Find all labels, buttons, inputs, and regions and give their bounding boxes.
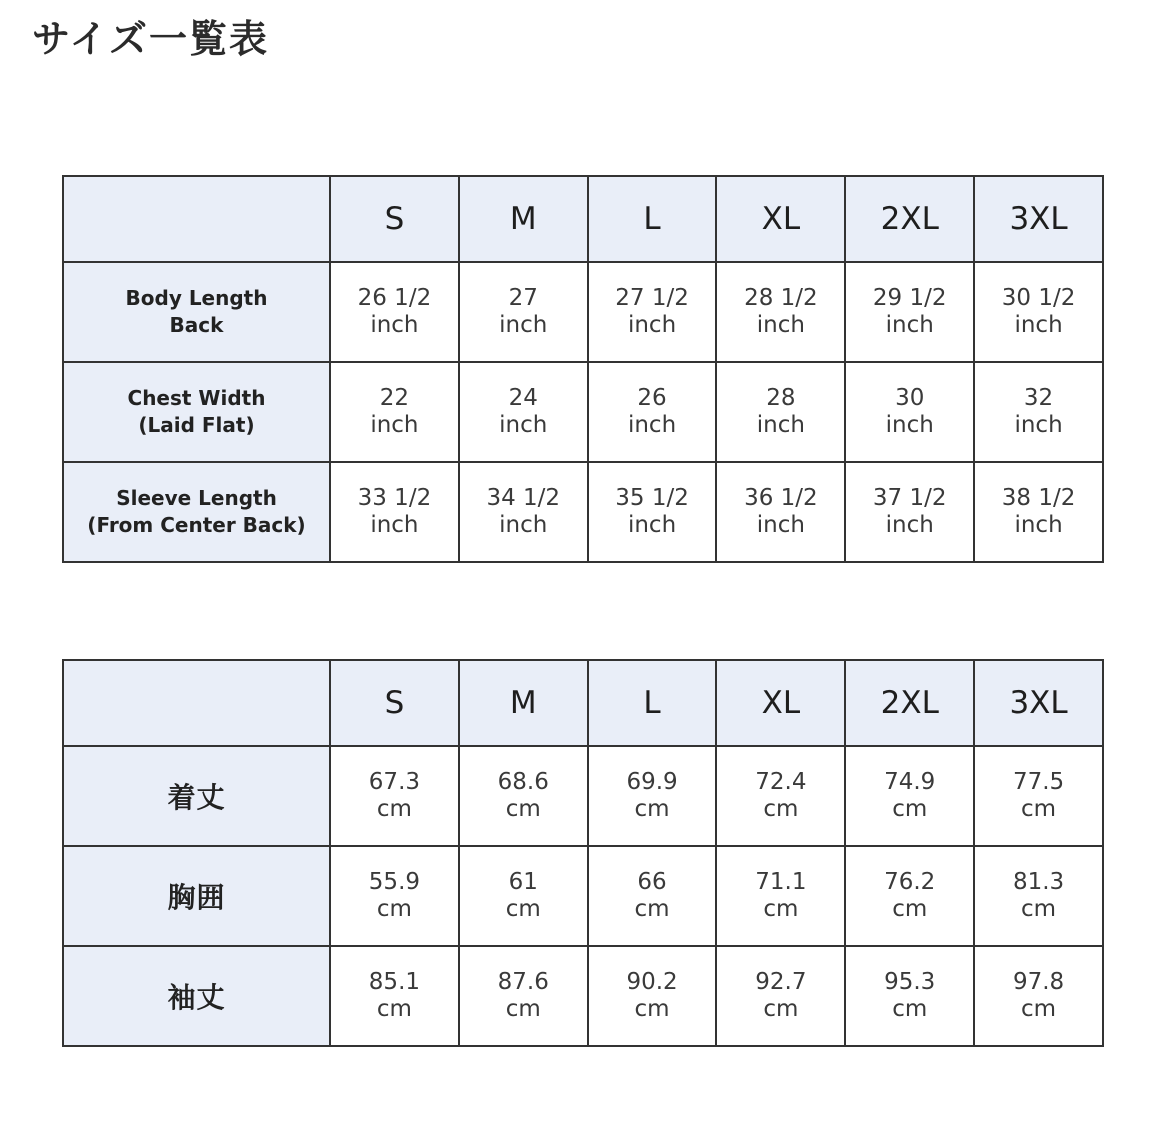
measurement-value: 85.1 bbox=[368, 969, 421, 995]
row-label-cell bbox=[63, 362, 330, 462]
measurement-cell bbox=[974, 462, 1103, 562]
measurement-cell bbox=[716, 262, 845, 362]
header-corner-cell bbox=[63, 660, 330, 746]
size-header-xl: XL bbox=[716, 660, 845, 746]
measurement-unit: inch bbox=[499, 312, 548, 338]
measurement-value: 30 bbox=[895, 385, 925, 411]
measurement-value: 69.9 bbox=[626, 769, 678, 795]
measurement-unit: cm bbox=[892, 896, 928, 922]
size-header-3xl: 3XL bbox=[974, 660, 1103, 746]
measurement-unit: inch bbox=[756, 312, 805, 338]
measurement-unit: inch bbox=[370, 312, 419, 338]
measurement-cell bbox=[330, 362, 459, 462]
measurement-cell bbox=[330, 746, 459, 846]
header-corner-cell bbox=[63, 176, 330, 262]
size-header-2xl: 2XL bbox=[845, 176, 974, 262]
measurement-unit: cm bbox=[376, 796, 412, 822]
size-header-3xl: 3XL bbox=[974, 176, 1103, 262]
table-row bbox=[63, 946, 1103, 1046]
measurement-unit: inch bbox=[627, 412, 677, 438]
measurement-cell bbox=[330, 262, 459, 362]
size-header-m: M bbox=[459, 176, 588, 262]
measurement-unit: inch bbox=[499, 412, 548, 438]
measurement-cell bbox=[974, 946, 1103, 1046]
measurement-unit: inch bbox=[885, 512, 934, 538]
measurement-value: 27 1/2 bbox=[615, 285, 689, 311]
measurement-unit: inch bbox=[756, 412, 805, 438]
measurement-unit: cm bbox=[763, 896, 799, 922]
measurement-cell bbox=[459, 362, 588, 462]
measurement-value: 35 1/2 bbox=[615, 485, 689, 511]
measurement-value: 68.6 bbox=[497, 769, 549, 795]
measurement-value: 28 bbox=[766, 385, 796, 411]
row-label-cell bbox=[63, 946, 330, 1046]
measurement-cell bbox=[588, 846, 717, 946]
measurement-cell bbox=[588, 746, 717, 846]
size-header-l: L bbox=[588, 660, 717, 746]
measurement-cell bbox=[330, 946, 459, 1046]
measurement-cell bbox=[845, 462, 974, 562]
measurement-cell bbox=[588, 362, 717, 462]
row-label-cell bbox=[63, 262, 330, 362]
measurement-unit: cm bbox=[1021, 796, 1057, 822]
measurement-unit: cm bbox=[505, 896, 541, 922]
measurement-cell bbox=[459, 746, 588, 846]
measurement-value: 72.4 bbox=[755, 769, 807, 795]
measurement-cell bbox=[588, 462, 717, 562]
measurement-cell bbox=[716, 846, 845, 946]
measurement-value: 61 bbox=[508, 869, 538, 895]
measurement-cell bbox=[459, 262, 588, 362]
row-label-cell bbox=[63, 462, 330, 562]
row-label-text: Chest Width bbox=[127, 386, 266, 410]
measurement-value: 26 bbox=[637, 385, 667, 411]
measurement-unit: cm bbox=[1021, 896, 1057, 922]
measurement-unit: inch bbox=[885, 312, 934, 338]
measurement-unit: inch bbox=[885, 412, 934, 438]
cm-size-table bbox=[62, 659, 1104, 1047]
measurement-unit: inch bbox=[1014, 312, 1063, 338]
row-label-text: 胸囲 bbox=[167, 881, 226, 914]
table-row bbox=[63, 746, 1103, 846]
measurement-unit: inch bbox=[1014, 512, 1063, 538]
measurement-unit: inch bbox=[370, 512, 419, 538]
measurement-value: 32 bbox=[1023, 385, 1054, 411]
measurement-cell bbox=[974, 846, 1103, 946]
row-label-text: (From Center Back) bbox=[87, 513, 306, 537]
measurement-unit: cm bbox=[505, 796, 541, 822]
measurement-value: 24 bbox=[508, 385, 538, 411]
measurement-value: 76.2 bbox=[884, 869, 936, 895]
measurement-value: 74.9 bbox=[884, 769, 936, 795]
measurement-value: 28 1/2 bbox=[744, 285, 818, 311]
row-label-cell bbox=[63, 846, 330, 946]
measurement-value: 34 1/2 bbox=[486, 485, 561, 511]
row-label-cell bbox=[63, 746, 330, 846]
measurement-value: 37 1/2 bbox=[872, 485, 947, 511]
measurement-unit: cm bbox=[892, 796, 928, 822]
measurement-cell bbox=[845, 262, 974, 362]
measurement-unit: cm bbox=[634, 796, 670, 822]
measurement-cell bbox=[588, 946, 717, 1046]
measurement-cell bbox=[845, 846, 974, 946]
measurement-value: 81.3 bbox=[1012, 869, 1065, 895]
measurement-unit: inch bbox=[499, 512, 548, 538]
measurement-value: 55.9 bbox=[368, 869, 421, 895]
measurement-unit: cm bbox=[763, 796, 799, 822]
row-label-text: 着丈 bbox=[167, 781, 226, 814]
measurement-cell bbox=[588, 262, 717, 362]
size-header-2xl: 2XL bbox=[845, 660, 974, 746]
measurement-value: 22 bbox=[379, 385, 410, 411]
inch-size-table bbox=[62, 175, 1104, 563]
size-header-s: S bbox=[330, 660, 459, 746]
table-row bbox=[63, 362, 1103, 462]
measurement-cell bbox=[459, 946, 588, 1046]
measurement-cell bbox=[330, 846, 459, 946]
measurement-cell bbox=[330, 462, 459, 562]
measurement-unit: cm bbox=[376, 996, 412, 1022]
size-header-m: M bbox=[459, 660, 588, 746]
measurement-value: 29 1/2 bbox=[872, 285, 947, 311]
measurement-unit: cm bbox=[634, 996, 670, 1022]
measurement-cell bbox=[974, 362, 1103, 462]
row-label-text: (Laid Flat) bbox=[138, 413, 255, 437]
measurement-value: 71.1 bbox=[755, 869, 807, 895]
measurement-cell bbox=[974, 746, 1103, 846]
measurement-cell bbox=[716, 362, 845, 462]
measurement-cell bbox=[845, 362, 974, 462]
measurement-cell bbox=[716, 946, 845, 1046]
measurement-value: 95.3 bbox=[884, 969, 936, 995]
measurement-value: 66 bbox=[637, 869, 667, 895]
page-title: サイズ一覧表 bbox=[32, 17, 269, 61]
measurement-cell bbox=[459, 846, 588, 946]
measurement-cell bbox=[716, 746, 845, 846]
size-header-row bbox=[63, 660, 1103, 746]
measurement-value: 27 bbox=[508, 285, 538, 311]
measurement-value: 87.6 bbox=[497, 969, 549, 995]
measurement-cell bbox=[845, 746, 974, 846]
measurement-value: 38 1/2 bbox=[1001, 485, 1076, 511]
size-header-l: L bbox=[588, 176, 717, 262]
size-header-s: S bbox=[330, 176, 459, 262]
measurement-unit: cm bbox=[634, 896, 670, 922]
measurement-value: 26 1/2 bbox=[357, 285, 432, 311]
measurement-unit: inch bbox=[1014, 412, 1063, 438]
measurement-value: 77.5 bbox=[1012, 769, 1065, 795]
table-row bbox=[63, 462, 1103, 562]
measurement-value: 90.2 bbox=[626, 969, 678, 995]
measurement-value: 33 1/2 bbox=[357, 485, 432, 511]
measurement-unit: cm bbox=[376, 896, 412, 922]
measurement-cell bbox=[716, 462, 845, 562]
row-label-text: Back bbox=[169, 313, 224, 337]
measurement-value: 92.7 bbox=[755, 969, 807, 995]
table-row bbox=[63, 846, 1103, 946]
table-row bbox=[63, 262, 1103, 362]
measurement-unit: inch bbox=[627, 512, 677, 538]
measurement-unit: inch bbox=[370, 412, 419, 438]
measurement-unit: inch bbox=[627, 312, 677, 338]
measurement-cell bbox=[459, 462, 588, 562]
row-label-text: 袖丈 bbox=[167, 981, 226, 1014]
measurement-unit: cm bbox=[892, 996, 928, 1022]
measurement-unit: cm bbox=[1021, 996, 1057, 1022]
size-header-row bbox=[63, 176, 1103, 262]
size-header-xl: XL bbox=[716, 176, 845, 262]
measurement-unit: inch bbox=[756, 512, 805, 538]
measurement-cell bbox=[974, 262, 1103, 362]
measurement-cell bbox=[845, 946, 974, 1046]
measurement-unit: cm bbox=[505, 996, 541, 1022]
inch-table-body bbox=[63, 262, 1103, 562]
measurement-unit: cm bbox=[763, 996, 799, 1022]
measurement-value: 67.3 bbox=[368, 769, 421, 795]
row-label-text: Body Length bbox=[125, 286, 268, 310]
measurement-value: 36 1/2 bbox=[744, 485, 818, 511]
row-label-text: Sleeve Length bbox=[116, 486, 277, 510]
measurement-value: 97.8 bbox=[1012, 969, 1065, 995]
cm-table-body bbox=[63, 746, 1103, 1046]
measurement-value: 30 1/2 bbox=[1001, 285, 1076, 311]
